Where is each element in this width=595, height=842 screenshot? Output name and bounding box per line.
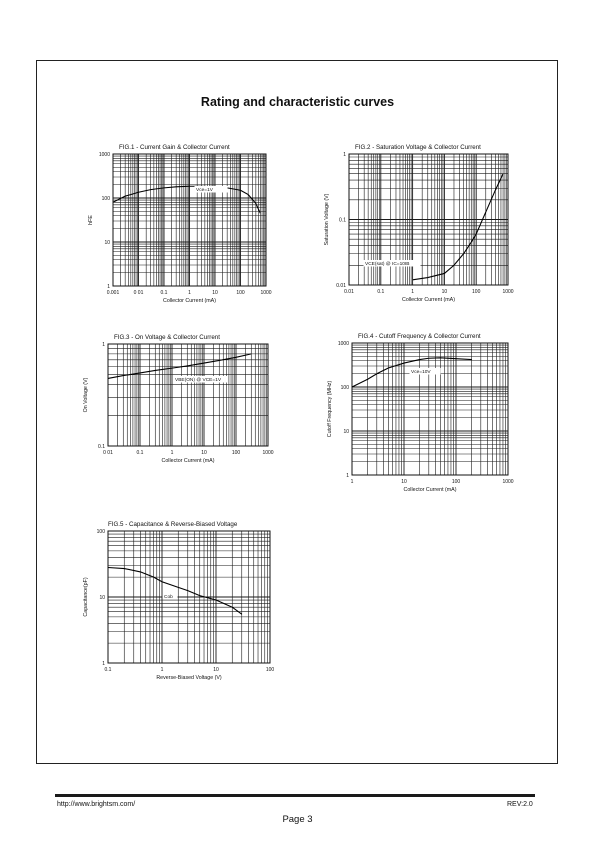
x-tick-label: 1000 [502, 289, 514, 295]
chart-title: FIG.3 - On Voltage & Collector Current [114, 334, 220, 341]
chart-fig2 [324, 144, 514, 303]
footer-url[interactable]: http://www.brightsm.com/ [57, 801, 136, 808]
annotation-label: VCE(sat) @ IC=10IB [365, 262, 410, 267]
y-tick-label: 100 [101, 196, 110, 202]
x-tick-label: 0.1 [160, 290, 168, 296]
chart-fig1 [88, 144, 272, 304]
chart-title: FIG.5 - Capacitance & Reverse-Biased Voltage [108, 521, 238, 528]
x-tick-label: 100 [472, 289, 481, 295]
x-tick-label: 10 [441, 289, 448, 295]
annotation-label: VBE(ON) @ VCE=1V [175, 378, 222, 383]
x-tick-label: 10 [401, 479, 407, 485]
footer-rule [55, 794, 535, 797]
y-tick-label: 10 [343, 429, 349, 435]
annotation-label: Vce=10V [411, 370, 431, 375]
x-tick-label: 10 [201, 450, 207, 456]
x-axis-label: Collector Current (mA) [402, 297, 455, 303]
y-tick-label: 10 [99, 595, 105, 601]
footer-revision: REV:2.0 [507, 801, 533, 808]
y-tick-label: 1 [343, 152, 346, 158]
x-tick-label: 100 [231, 450, 241, 456]
y-axis-label: Capacitance(pF) [83, 577, 89, 617]
y-tick-label: 0.01 [336, 283, 346, 289]
y-tick-label: 1 [102, 342, 105, 348]
x-tick-label: 0.1 [377, 289, 385, 295]
y-tick-label: 10 [104, 240, 110, 246]
x-tick-label: 1 [188, 290, 191, 296]
plot-frame [352, 343, 508, 475]
annotation-label: Cob [164, 595, 173, 600]
y-tick-label: 1 [346, 473, 349, 479]
x-tick-label: 10 [213, 667, 219, 673]
chart-fig3 [83, 334, 274, 464]
y-tick-label: 1000 [337, 341, 349, 347]
y-axis-label: hFE [88, 215, 94, 225]
page-number: Page 3 [282, 814, 313, 825]
chart-title: FIG.4 - Cutoff Frequency & Collector Current [358, 333, 481, 340]
y-tick-label: 100 [340, 385, 349, 391]
x-tick-label: 100 [265, 667, 275, 673]
x-tick-label: 1 [160, 667, 164, 673]
y-tick-label: 0.1 [98, 444, 105, 450]
page-title: Rating and characteristic curves [200, 95, 395, 109]
y-axis-label: On Voltage (V) [83, 377, 89, 413]
x-axis-label: Collector Current (mA) [403, 487, 457, 493]
chart-title: FIG.1 - Current Gain & Collector Current [119, 144, 230, 151]
y-tick-label: 1 [107, 284, 110, 290]
x-tick-label: 0.1 [104, 667, 112, 673]
y-axis-label: Cutoff Frequency (MHz) [327, 380, 333, 438]
annotation-label: Vce=1V [196, 188, 213, 193]
chart-fig4 [327, 333, 514, 493]
x-tick-label: 0.01 [344, 289, 354, 295]
plot-frame [108, 344, 268, 446]
y-tick-label: 100 [96, 529, 105, 535]
x-tick-label: 100 [236, 290, 245, 296]
chart-title: FIG.2 - Saturation Voltage & Collector Current [355, 144, 481, 151]
x-tick-label: 0 01 [133, 290, 144, 296]
x-tick-label: 0 01 [103, 450, 113, 456]
x-axis-label: Reverse-Biased Voltage (V) [156, 675, 222, 681]
y-tick-label: 0.1 [339, 217, 346, 224]
y-axis-label: Saturation Voltage (V) [324, 193, 330, 246]
x-tick-label: 10 [212, 290, 218, 296]
x-tick-label: 0.001 [106, 290, 120, 296]
x-tick-label: 1000 [262, 450, 274, 456]
x-axis-label: Collector Current (mA) [163, 298, 216, 304]
y-tick-label: 1000 [98, 152, 110, 158]
x-tick-label: 1000 [502, 479, 514, 485]
chart-fig5 [83, 521, 274, 681]
x-tick-label: 1 [411, 289, 414, 295]
y-tick-label: 1 [102, 661, 105, 667]
x-tick-label: 1 [170, 450, 174, 456]
x-tick-label: 100 [451, 479, 461, 485]
x-tick-label: 1 [350, 479, 354, 485]
x-tick-label: 0.1 [136, 450, 144, 456]
series-line-0 [413, 174, 503, 280]
x-tick-label: 1000 [260, 290, 272, 296]
x-axis-label: Collector Current (mA) [161, 458, 215, 464]
